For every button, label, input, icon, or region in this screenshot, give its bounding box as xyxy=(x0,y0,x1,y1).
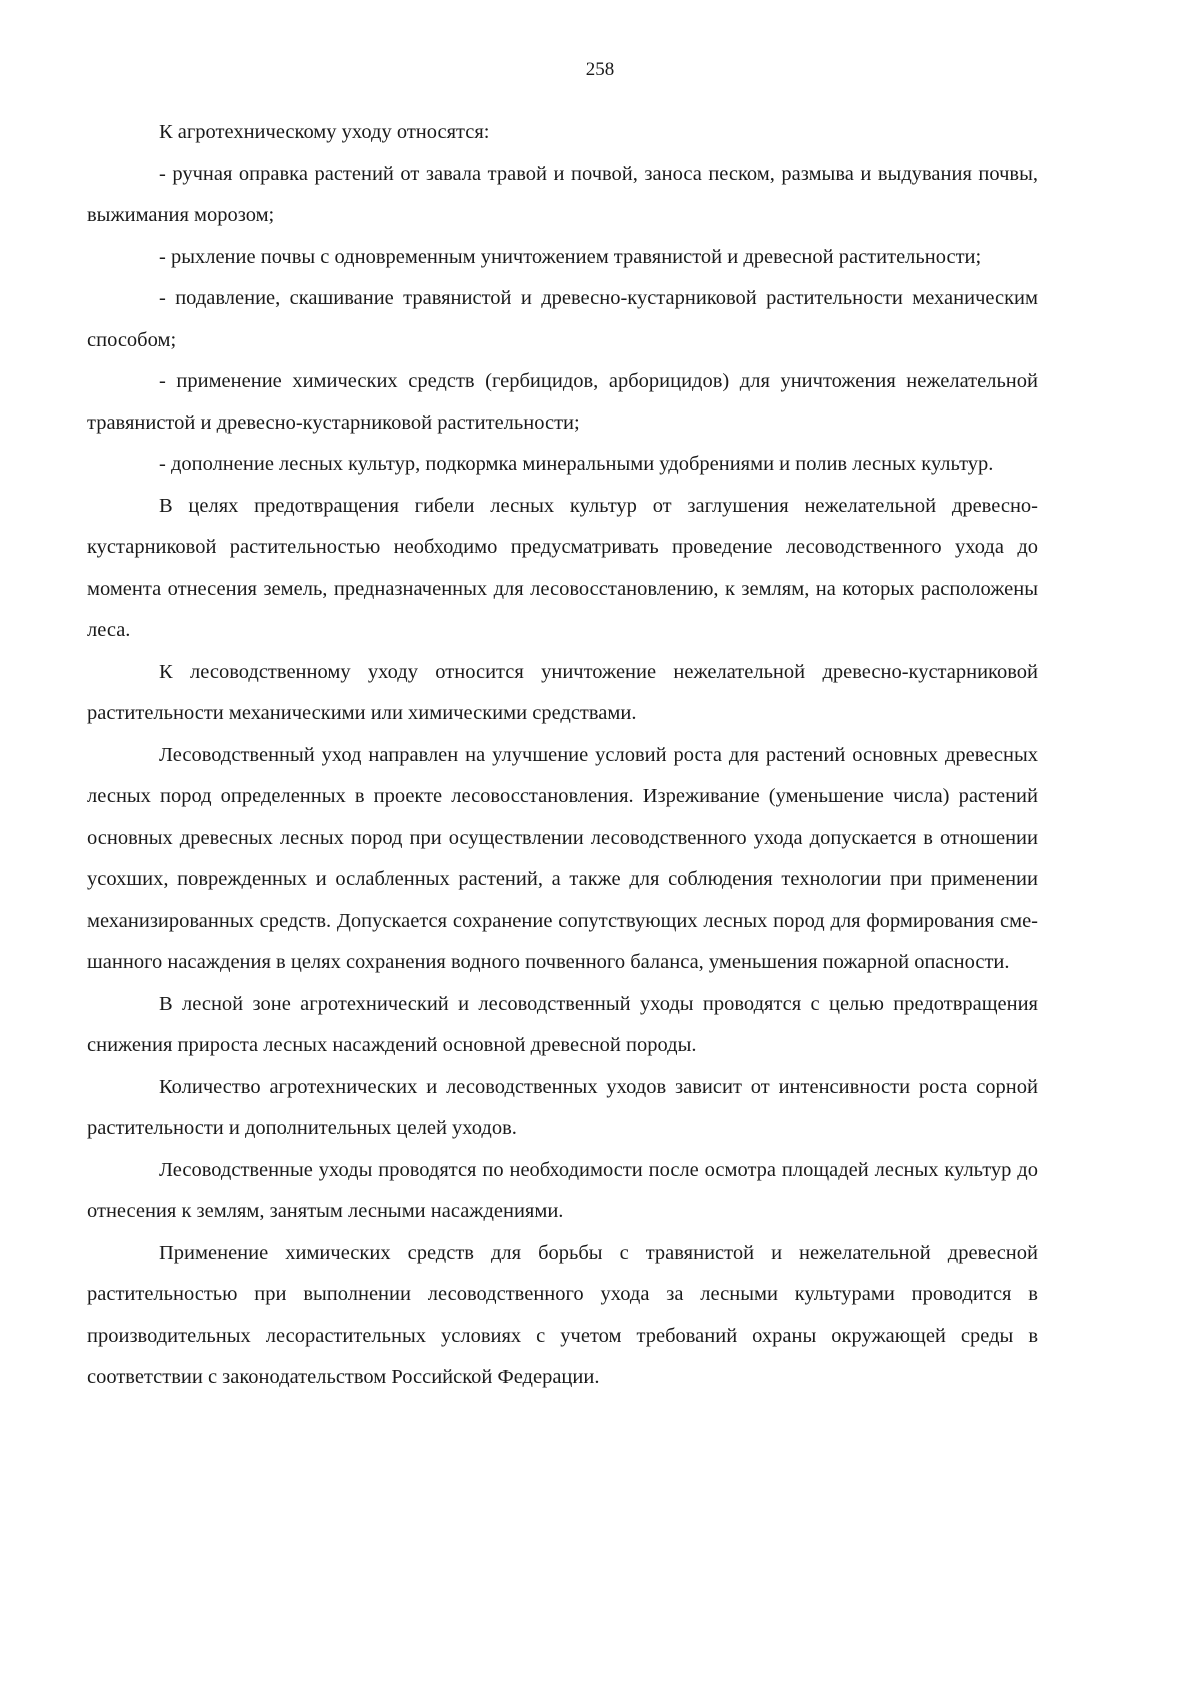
paragraph-forest-zone: В лесной зоне агротехнический и лесоводственный уходы проводятся с целью предотвращения снижения прироста лесных насаждений основной древесной породы. xyxy=(87,992,1038,1056)
page-number: 258 xyxy=(585,59,615,80)
paragraph-agrotech-intro: К агротехническому уходу относятся: xyxy=(159,121,490,143)
paragraph-care-count: Количество агротехнических и лесоводственных уходов зависит от интенсивности роста сорной растительности и дополнительных целей уходов. xyxy=(87,1075,1038,1139)
list-item-soil-loosening: - рыхление почвы с одновременным уничтожением травянистой и древесной растительности; xyxy=(159,245,982,268)
list-item-replenishment: - дополнение лесных культур, подкормка минеральными удобрениями и полив лесных культур. xyxy=(159,453,994,475)
paragraph-care-purpose: Лесоводственный уход направлен на улучшение условий роста для растений основных древесных лесных пород определенных в проекте лесовосстановления. Изреживание (уменьшение числа) растений основных древесных лесных пород при осуществлении лесоводственного ухода допускается в отношении усохших, поврежденных и ослабленных растений, а также для соблюдения технологии при применении механизированных средств. Допускается сохранение сопутствующих лесных пород для формирования смешанного насаждения в целях сохранения водного почвенного баланса, уменьшения пожарной опасности. xyxy=(87,743,1038,973)
paragraph-chemical-application: Применение химических средств для борьбы с травянистой и нежелательной древесной растительностью при выполнении лесоводственного ухода за лесными культурами проводится в производительных лесорастительных условиях с учетом требований охраны окружающей среды в соответствии с законодательством Российской Федерации. xyxy=(87,1241,1038,1388)
body-text xyxy=(87,112,1038,1399)
paragraph-inspection: Лесоводственные уходы проводятся по необходимости после осмотра площадей лесных культур до отнесения к землям, занятым лесными насаждениями. xyxy=(87,1158,1038,1222)
paragraph-silvicultural-care: К лесоводственному уходу относится уничтожение нежелательной древесно-кустарниковой растительности механическими или химическими средствами. xyxy=(87,660,1038,724)
list-item-manual-straightening: - ручная оправка растений от завала травой и почвой, заноса песком, размыва и выдувания почвы, выжимания морозом; xyxy=(87,162,1038,226)
list-item-mowing: - подавление, скашивание травянистой и древесно-кустарниковой растительности механическим способом; xyxy=(87,287,1038,351)
paragraph-prevention: В целях предотвращения гибели лесных культур от заглушения нежелательной древесно-кустарниковой растительностью необходимо предусматривать проведение лесоводственного ухода до момента отнесения земель, предназначенных для лесовосстановлению, к землям, на которых расположены леса. xyxy=(87,494,1038,641)
list-item-chemical-means: - применение химических средств (гербицидов, арборицидов) для уничтожения нежелательной травянистой и древесно-кустарниковой растительности; xyxy=(87,370,1038,434)
